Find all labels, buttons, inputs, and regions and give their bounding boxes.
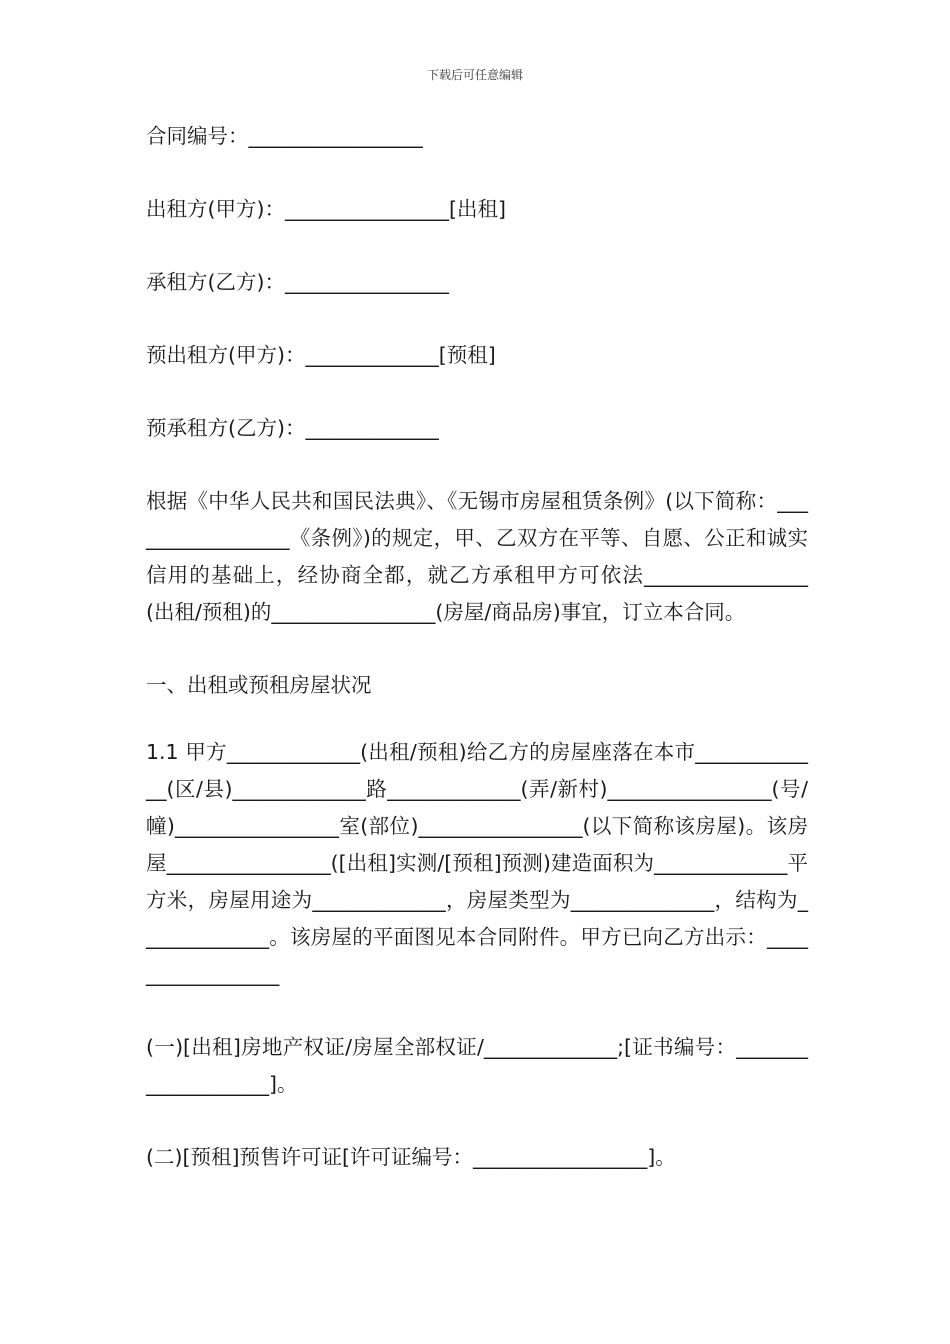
contract-body (146, 118, 808, 1176)
clause-item-1: (一)[出租]房地产权证/房屋全部权证/_____________;[证书编号：___________________]。 (146, 1035, 808, 1096)
pre-lessor-line: 预出租方(甲方)：_____________[预租] (146, 343, 496, 367)
section-heading: 一、出租或预租房屋状况 (146, 673, 372, 697)
page-header: 下载后可任意编辑 (426, 68, 523, 82)
lessee-line: 承租方(乙方)：________________ (146, 270, 449, 294)
preamble-paragraph: 根据《中华人民共和国民法典》、《无锡市房屋租赁条例》(以下简称：_________________《条例》)的规定，甲、乙双方在平等、自愿、公正和诚实信用的基础上，经协商全都，就乙方承租甲方可依法________________(出租/预租)的________________(房屋/商品房)事宜，订立本合同。 (146, 489, 808, 624)
contract-number-line: 合同编号：_________________ (146, 124, 423, 148)
lessor-line: 出租方(甲方)：________________[出租] (146, 197, 506, 221)
clause-1-1-paragraph: 1.1 甲方_____________(出租/预租)给乙方的房屋座落在本市_____________(区/县)_____________路_____________(弄/新村)________________(号/幢)________________室(部位)________________(以下简称该房屋)。该房屋________________([出租]实测/[预租]预测)建造面积为_____________平方米，房屋用途为_____________，房屋类型为______________，结构为_____________。该房屋的平面图见本合同附件。甲方已向乙方出示：_________________ (146, 740, 808, 986)
pre-lessee-line: 预承租方(乙方)：_____________ (146, 416, 439, 440)
clause-item-2: (二)[预租]预售许可证[许可证编号：_________________]。 (146, 1145, 676, 1169)
